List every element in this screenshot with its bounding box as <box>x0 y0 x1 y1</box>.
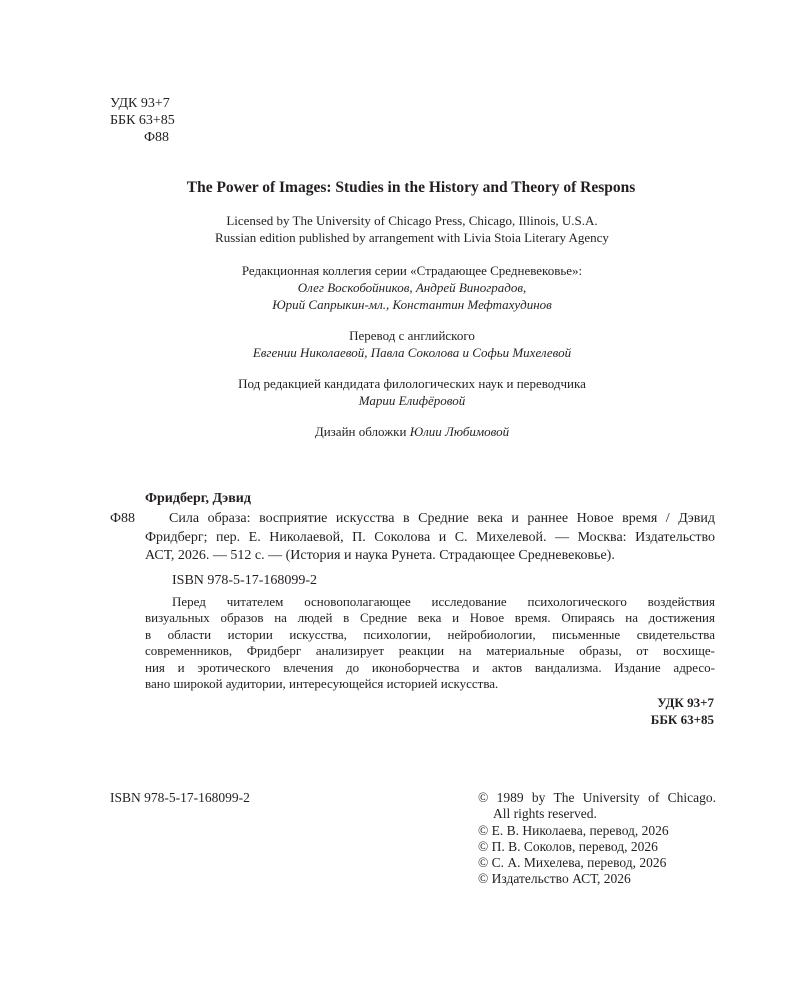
cover-designer-name: Юлии Любимовой <box>409 424 510 439</box>
abstract-line: Перед читателем основополагающее исследование психологического воздействия <box>172 594 715 609</box>
udc-footer <box>651 695 714 728</box>
translation-heading: Перевод с английского <box>349 328 475 343</box>
copyright-line-1: © 1989 by The University of Chicago. <box>478 790 716 805</box>
edited-by-block <box>0 375 800 409</box>
cover-design-line <box>0 423 800 440</box>
editorial-board-names-1: Олег Воскобойников, Андрей Виноградов, <box>297 280 527 295</box>
classification-codes <box>110 95 175 146</box>
editorial-board-block <box>0 262 800 313</box>
copyright-line-4: © П. В. Соколов, перевод, 2026 <box>478 838 658 854</box>
edited-by-heading: Под редакцией кандидата филологических наук и переводчика <box>238 376 586 391</box>
abstract-line: визуальных образов на людей в Средние века и Новое время. Опираясь на достижения <box>145 610 715 626</box>
license-line-2: Russian edition published by arrangement with Livia Stoia Literary Agency <box>215 230 609 245</box>
copyright-block <box>478 790 716 888</box>
udk-code: УДК 93+7 <box>110 96 170 111</box>
catalog-author-mark: Ф88 <box>110 511 136 526</box>
author-mark: Ф88 <box>144 130 170 145</box>
license-block <box>0 212 800 246</box>
abstract-line: в области истории искусства, психологии, нейробиологии, письменные свидетельства <box>145 626 715 642</box>
bottom-isbn: ISBN 978-5-17-168099-2 <box>110 790 250 805</box>
copyright-line-5: © С. А. Михелева, перевод, 2026 <box>478 855 667 871</box>
udk-footer-code: УДК 93+7 <box>657 695 714 710</box>
catalog-line-2: Фридберг; пер. Е. Николаевой, П. Соколова и С. Михелевой. — Москва: Издательство <box>145 529 715 545</box>
catalog-line-3: АСТ, 2026. — 512 с. — (История и наука Рунета. Страдающее Средневековье). <box>145 548 615 563</box>
copyright-line-3: © Е. В. Николаева, перевод, 2026 <box>478 822 669 838</box>
license-line-1: Licensed by The University of Chicago Press, Chicago, Illinois, U.S.A. <box>226 213 598 228</box>
translator-names: Евгении Николаевой, Павла Соколова и Софьи Михелевой <box>252 345 572 360</box>
bbk-code: ББК 63+85 <box>110 113 175 128</box>
editorial-board-heading: Редакционная коллегия серии «Страдающее Средневековье»: <box>241 263 583 278</box>
original-title: The Power of Images: Studies in the History and Theory of Respons <box>186 179 636 196</box>
editorial-board-names-2: Юрий Сапрыкин-мл., Константин Мефтахудинов <box>272 297 552 312</box>
abstract-line: ния и эротического влечения до иконоборчества и актов вандализма. Издание адресо- <box>145 659 715 675</box>
abstract <box>145 594 715 692</box>
abstract-line: современников, Фридберг анализирует реакции на материальные образы, от восхище- <box>145 643 715 659</box>
editor-name: Марии Елифёровой <box>358 393 466 408</box>
catalog-isbn: ISBN 978-5-17-168099-2 <box>172 573 318 588</box>
catalog-author: Фридберг, Дэвид <box>145 491 251 506</box>
bbk-footer-code: ББК 63+85 <box>650 711 714 727</box>
copyright-line-6: © Издательство АСТ, 2026 <box>478 871 631 887</box>
catalog-line-1: Сила образа: восприятие искусства в Средние века и раннее Новое время / Дэвид <box>169 511 715 526</box>
copyright-line-2: All rights reserved. <box>493 806 597 822</box>
abstract-line: вано широкой аудитории, интересующейся историей искусства. <box>145 676 499 692</box>
translation-block <box>0 327 800 361</box>
catalog-description <box>145 510 715 566</box>
cover-design-label: Дизайн обложки <box>314 424 410 439</box>
